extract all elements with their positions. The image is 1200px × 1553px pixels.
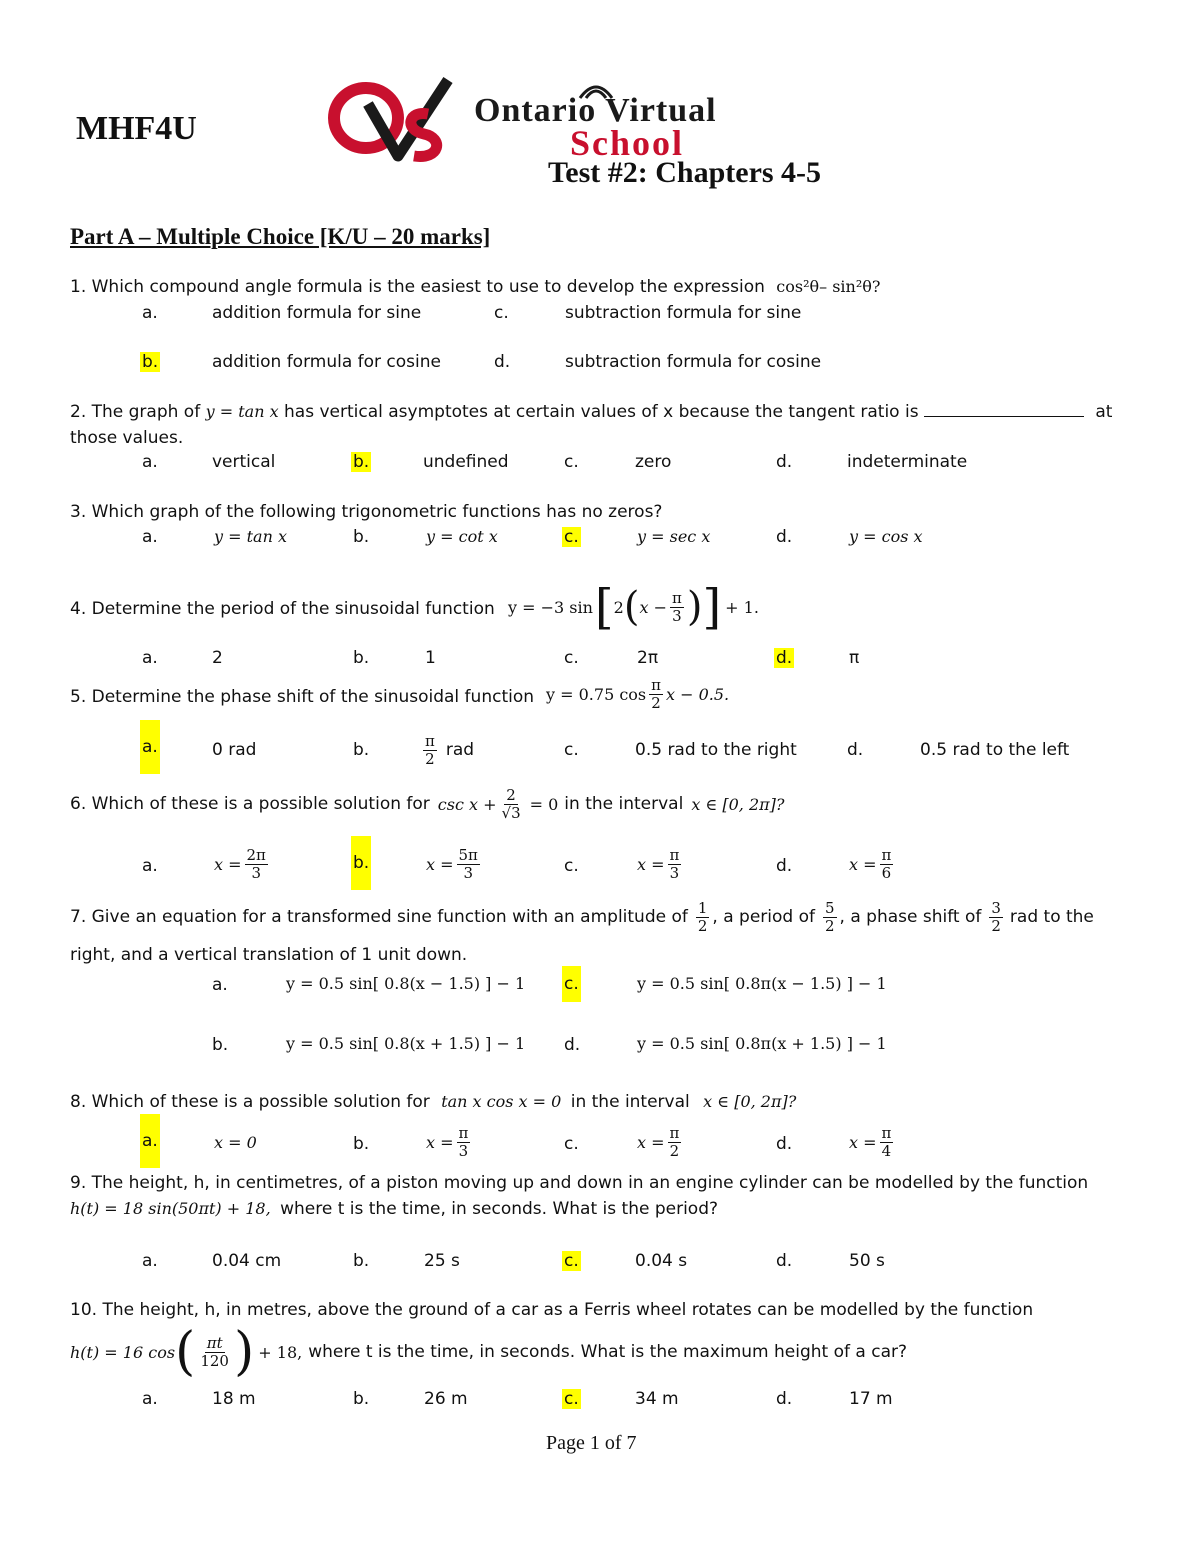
- q7-amp-fraction: [696, 900, 710, 934]
- q4-paren-close: ): [686, 584, 703, 630]
- q9-option-a-text: 0.04 cm: [212, 1251, 282, 1271]
- q7-option-d-text: y = 0.5 sin[ 0.8π(x + 1.5) ] − 1: [637, 1034, 887, 1053]
- q3-option-b-text: y = cot x: [426, 527, 498, 546]
- q4-expr-two: 2: [613, 597, 624, 617]
- q10-option-b-text: 26 m: [424, 1389, 468, 1409]
- q2-option-c-label[interactable]: c.: [564, 452, 579, 472]
- q1-option-a-text: addition formula for sine: [212, 303, 422, 323]
- q6-option-b-lhs: x =: [426, 854, 454, 874]
- q5-option-c-text: 0.5 rad to the right: [635, 740, 797, 760]
- q7-amp-den: 2: [697, 916, 708, 935]
- q5-option-a-text: 0 rad: [212, 740, 257, 760]
- q10-frac-den: 120: [200, 1351, 229, 1370]
- q10-option-a-label[interactable]: a.: [142, 1389, 158, 1409]
- q10-stem-2: where t is the time, in seconds. What is the maximum height of a car?: [308, 1342, 907, 1362]
- q3-option-c-label[interactable]: c.: [564, 527, 579, 547]
- q6-option-c-lhs: x =: [637, 854, 665, 874]
- q8-option-c-label[interactable]: c.: [564, 1134, 579, 1154]
- q3-option-a-text: y = tan x: [214, 527, 287, 546]
- q6-option-c-value: [637, 836, 684, 892]
- q4-option-c-text: 2π: [637, 648, 659, 668]
- q2-stem-pre: 2. The graph of: [70, 402, 201, 422]
- q5-option-b-value: [420, 724, 474, 776]
- q1-option-d-text: subtraction formula for cosine: [565, 352, 822, 372]
- q9-expression: h(t) = 18 sin(50πt) + 18,: [70, 1199, 271, 1218]
- q1-expression: cos²θ– sin²θ?: [776, 277, 881, 296]
- q4-expression: [508, 574, 759, 640]
- q6-option-a-fraction: [245, 847, 268, 881]
- q3-text: 3. Which graph of the following trigonometric functions has no zeros?: [70, 502, 663, 522]
- logo-mark-icon: [328, 74, 478, 164]
- q5-expr-pre: y = 0.75 cos: [546, 684, 647, 704]
- q2-option-a-label[interactable]: a.: [142, 452, 158, 472]
- q8-option-b-den: 3: [458, 1141, 469, 1160]
- q6-option-d-num: π: [881, 846, 892, 864]
- q6-frac-num: 2: [506, 786, 516, 804]
- q8-option-b-fraction: [457, 1125, 471, 1159]
- q6-option-a-label[interactable]: a.: [142, 856, 158, 876]
- q9-text: 9. The height, h, in centimetres, of a piston moving up and down in an engine cylinder can be modelled by the function: [70, 1173, 1089, 1193]
- q1-text: [70, 277, 880, 297]
- q9-option-a-label[interactable]: a.: [142, 1251, 158, 1271]
- q2-option-b-text: undefined: [423, 452, 509, 472]
- q8-expression: tan x cos x = 0: [441, 1092, 562, 1111]
- q7-ph-num: 3: [991, 899, 1001, 917]
- q3-option-d-text: y = cos x: [849, 527, 923, 546]
- q9-option-b-text: 25 s: [424, 1251, 460, 1271]
- q8-option-c-num: π: [669, 1124, 680, 1142]
- q6-option-d-fraction: [880, 847, 894, 881]
- q6-option-c-label[interactable]: c.: [564, 856, 579, 876]
- q10-text: 10. The height, h, in metres, above the ground of a car as a Ferris wheel rotates can be modelled by the function: [70, 1300, 1034, 1320]
- q7-option-b-label[interactable]: b.: [212, 1035, 229, 1055]
- q5-expr-post: x − 0.5.: [666, 684, 730, 704]
- q10-expr-pre: h(t) = 16 cos: [70, 1342, 176, 1362]
- q6-option-c-den: 3: [669, 863, 680, 882]
- q4-fraction: [670, 590, 684, 624]
- q6-option-d-value: [849, 836, 896, 892]
- q7-option-c-text: y = 0.5 sin[ 0.8π(x − 1.5) ] − 1: [637, 974, 887, 993]
- q3-option-c-text: y = sec x: [637, 527, 711, 546]
- q8-option-d-value: [849, 1116, 896, 1168]
- q4-option-d-label[interactable]: d.: [776, 648, 793, 668]
- q4-bracket-close: ]: [702, 579, 722, 635]
- q8-interval: x ∈ [0, 2π]?: [703, 1092, 797, 1111]
- q9-option-d-text: 50 s: [849, 1251, 885, 1271]
- q2-option-a-text: vertical: [212, 452, 276, 472]
- q10-expr-post: + 18,: [258, 1342, 303, 1362]
- q8-text: [70, 1092, 796, 1112]
- q4-expr-x: x −: [639, 597, 667, 617]
- q3-option-b-label[interactable]: b.: [353, 527, 370, 547]
- test-title: Test #2: Chapters 4-5: [548, 156, 822, 189]
- q5-option-d-text: 0.5 rad to the left: [920, 740, 1070, 760]
- q6-option-b-den: 3: [463, 863, 473, 882]
- q4-option-d-text: π: [849, 648, 860, 668]
- q5-text: 5. Determine the phase shift of the sinusoidal function: [70, 687, 535, 707]
- q7-text: [70, 892, 1094, 942]
- q1-option-b-text: addition formula for cosine: [212, 352, 441, 372]
- q7-period-fraction: [823, 900, 837, 934]
- q10-frac-num: πt: [206, 1334, 223, 1352]
- q7-option-a-text: y = 0.5 sin[ 0.8(x − 1.5) ] − 1: [286, 974, 526, 993]
- q10-paren-close: ): [233, 1322, 255, 1382]
- q8-stem-mid: in the interval: [570, 1092, 690, 1112]
- q6-option-d-den: 6: [881, 863, 892, 882]
- q9-stem-2: where t is the time, in seconds. What is the period?: [280, 1199, 719, 1219]
- q4-text: 4. Determine the period of the sinusoidal function: [70, 599, 495, 619]
- q8-option-a-label[interactable]: a.: [140, 1114, 160, 1168]
- q6-option-c-num: π: [669, 846, 680, 864]
- q5-option-c-label[interactable]: c.: [564, 740, 579, 760]
- q5-option-b-fraction: [423, 733, 437, 767]
- q2-option-b-label[interactable]: b.: [353, 452, 370, 472]
- q5-expression: [546, 668, 729, 720]
- q8-stem: 8. Which of these is a possible solution for: [70, 1092, 430, 1112]
- logo-text-ontario-virtual: Ontario Virtual: [474, 92, 717, 129]
- q8-option-d-den: 4: [881, 1141, 892, 1160]
- q6-option-a-value: [214, 836, 271, 892]
- q2-blank: [924, 402, 1084, 417]
- q5-fraction: [649, 677, 663, 711]
- q2-stem-post: has vertical asymptotes at certain values of x because the tangent ratio is: [284, 402, 919, 422]
- q10-option-c-text: 34 m: [635, 1389, 679, 1409]
- q5-option-b-den: 2: [425, 749, 435, 768]
- q1-stem: 1. Which compound angle formula is the easiest to use to develop the expression: [70, 277, 765, 297]
- q6-text: [70, 776, 784, 832]
- q4-expr-post: + 1.: [725, 597, 759, 617]
- q9-option-c-label[interactable]: c.: [564, 1251, 579, 1271]
- page-number: Page 1 of 7: [546, 1432, 637, 1454]
- q10-text-line2: [70, 1324, 907, 1380]
- q8-option-c-fraction: [668, 1125, 682, 1159]
- q7-option-c-label[interactable]: c.: [562, 966, 581, 1002]
- q2-stem-end: at: [1095, 402, 1113, 422]
- q8-option-b-lhs: x =: [426, 1132, 454, 1152]
- q6-expr-post: = 0: [529, 794, 559, 814]
- q5-option-b-unit: rad: [445, 740, 475, 760]
- q7-option-d-label[interactable]: d.: [564, 1035, 581, 1055]
- q3-option-d-label[interactable]: d.: [776, 527, 793, 547]
- q9-text-line2: [70, 1199, 718, 1219]
- q2-text: [70, 402, 1112, 422]
- course-code: MHF4U: [76, 110, 197, 147]
- q1-option-c-text: subtraction formula for sine: [565, 303, 802, 323]
- q3-option-a-label[interactable]: a.: [142, 527, 158, 547]
- q4-bracket-open: [: [594, 579, 614, 635]
- q9-option-c-text: 0.04 s: [635, 1251, 688, 1271]
- q8-option-d-num: π: [881, 1124, 892, 1142]
- q10-option-a-text: 18 m: [212, 1389, 256, 1409]
- q6-frac-den: √3: [501, 803, 521, 822]
- q7-stem-1: 7. Give an equation for a transformed sine function with an amplitude of: [70, 907, 688, 927]
- q2-option-d-text: indeterminate: [847, 452, 968, 472]
- q10-fraction: [198, 1335, 231, 1369]
- q1-option-d-label[interactable]: d.: [494, 352, 511, 372]
- q6-option-a-den: 3: [251, 863, 261, 882]
- q1-option-c-label[interactable]: c.: [494, 303, 509, 323]
- q8-option-b-num: π: [458, 1124, 469, 1142]
- q8-option-b-label[interactable]: b.: [353, 1134, 370, 1154]
- q10-option-d-text: 17 m: [849, 1389, 893, 1409]
- part-a-heading: Part A – Multiple Choice [K/U – 20 marks]: [70, 224, 491, 249]
- q6-option-b-label[interactable]: b.: [351, 836, 371, 890]
- q4-option-c-label[interactable]: c.: [564, 648, 579, 668]
- q7-stem-2: , a period of: [712, 907, 815, 927]
- q5-frac-den: 2: [651, 693, 661, 712]
- q1-option-b-label[interactable]: b.: [142, 352, 159, 372]
- q4-option-a-label[interactable]: a.: [142, 648, 158, 668]
- q5-frac-num: π: [651, 676, 661, 694]
- q6-expr-pre: csc x +: [437, 794, 497, 814]
- q6-stem: 6. Which of these is a possible solution for: [70, 794, 430, 814]
- q1-option-a-label[interactable]: a.: [142, 303, 158, 323]
- q4-option-b-text: 1: [425, 648, 436, 668]
- q7-phase-fraction: [989, 900, 1003, 934]
- q10-option-d-label[interactable]: d.: [776, 1389, 793, 1409]
- q7-per-num: 5: [825, 899, 835, 917]
- q7-stem-3: , a phase shift of: [839, 907, 982, 927]
- q6-option-d-lhs: x =: [849, 854, 877, 874]
- q4-expr-pre: y = −3 sin: [508, 597, 593, 617]
- q7-stem-4: rad to the: [1009, 907, 1094, 927]
- q6-fraction: [500, 787, 523, 821]
- q6-option-b-value: [426, 836, 483, 892]
- q7-ph-den: 2: [991, 916, 1001, 935]
- q5-option-b-label[interactable]: b.: [353, 740, 370, 760]
- q7-text-line2: right, and a vertical translation of 1 unit down.: [70, 945, 468, 965]
- school-logo: [328, 74, 848, 164]
- q7-amp-num: 1: [697, 899, 708, 917]
- q10-option-b-label[interactable]: b.: [353, 1389, 370, 1409]
- q9-option-d-label[interactable]: d.: [776, 1251, 793, 1271]
- q10-option-c-label[interactable]: c.: [564, 1389, 579, 1409]
- q6-option-a-lhs: x =: [214, 854, 242, 874]
- q4-paren-open: (: [623, 584, 640, 630]
- logo-text-school: School: [570, 123, 685, 163]
- q6-stem-mid: in the interval: [564, 794, 684, 814]
- q6-interval: x ∈ [0, 2π]?: [691, 794, 785, 814]
- q4-frac-den: 3: [672, 606, 682, 625]
- q5-option-b-num: π: [425, 732, 435, 750]
- q7-option-a-label[interactable]: a.: [212, 975, 228, 995]
- q8-option-a-text: x = 0: [214, 1133, 257, 1152]
- q8-option-c-lhs: x =: [637, 1132, 665, 1152]
- q4-option-b-label[interactable]: b.: [353, 648, 370, 668]
- q7-per-den: 2: [825, 916, 835, 935]
- q8-option-d-lhs: x =: [849, 1132, 877, 1152]
- q6-option-a-num: 2π: [246, 846, 266, 864]
- q7-option-b-text: y = 0.5 sin[ 0.8(x + 1.5) ] − 1: [286, 1034, 526, 1053]
- q8-option-d-label[interactable]: d.: [776, 1134, 793, 1154]
- q8-option-c-den: 2: [669, 1141, 680, 1160]
- q2-option-d-label[interactable]: d.: [776, 452, 793, 472]
- q8-option-b-value: [426, 1116, 473, 1168]
- q2-expression: y = tan x: [205, 402, 279, 421]
- q2-option-c-text: zero: [635, 452, 672, 472]
- q4-option-a-text: 2: [212, 648, 223, 668]
- q8-option-d-fraction: [880, 1125, 894, 1159]
- q5-option-d-label[interactable]: d.: [847, 740, 864, 760]
- q6-option-c-fraction: [668, 847, 682, 881]
- q4-frac-num: π: [671, 589, 682, 607]
- q6-option-b-fraction: [457, 847, 480, 881]
- q10-paren-open: (: [175, 1322, 196, 1382]
- q6-option-b-num: 5π: [458, 846, 478, 864]
- q8-option-c-value: [637, 1116, 684, 1168]
- q9-option-b-label[interactable]: b.: [353, 1251, 370, 1271]
- q5-option-a-label[interactable]: a.: [140, 720, 160, 774]
- q2-text-line2: those values.: [70, 428, 184, 448]
- q6-option-d-label[interactable]: d.: [776, 856, 793, 876]
